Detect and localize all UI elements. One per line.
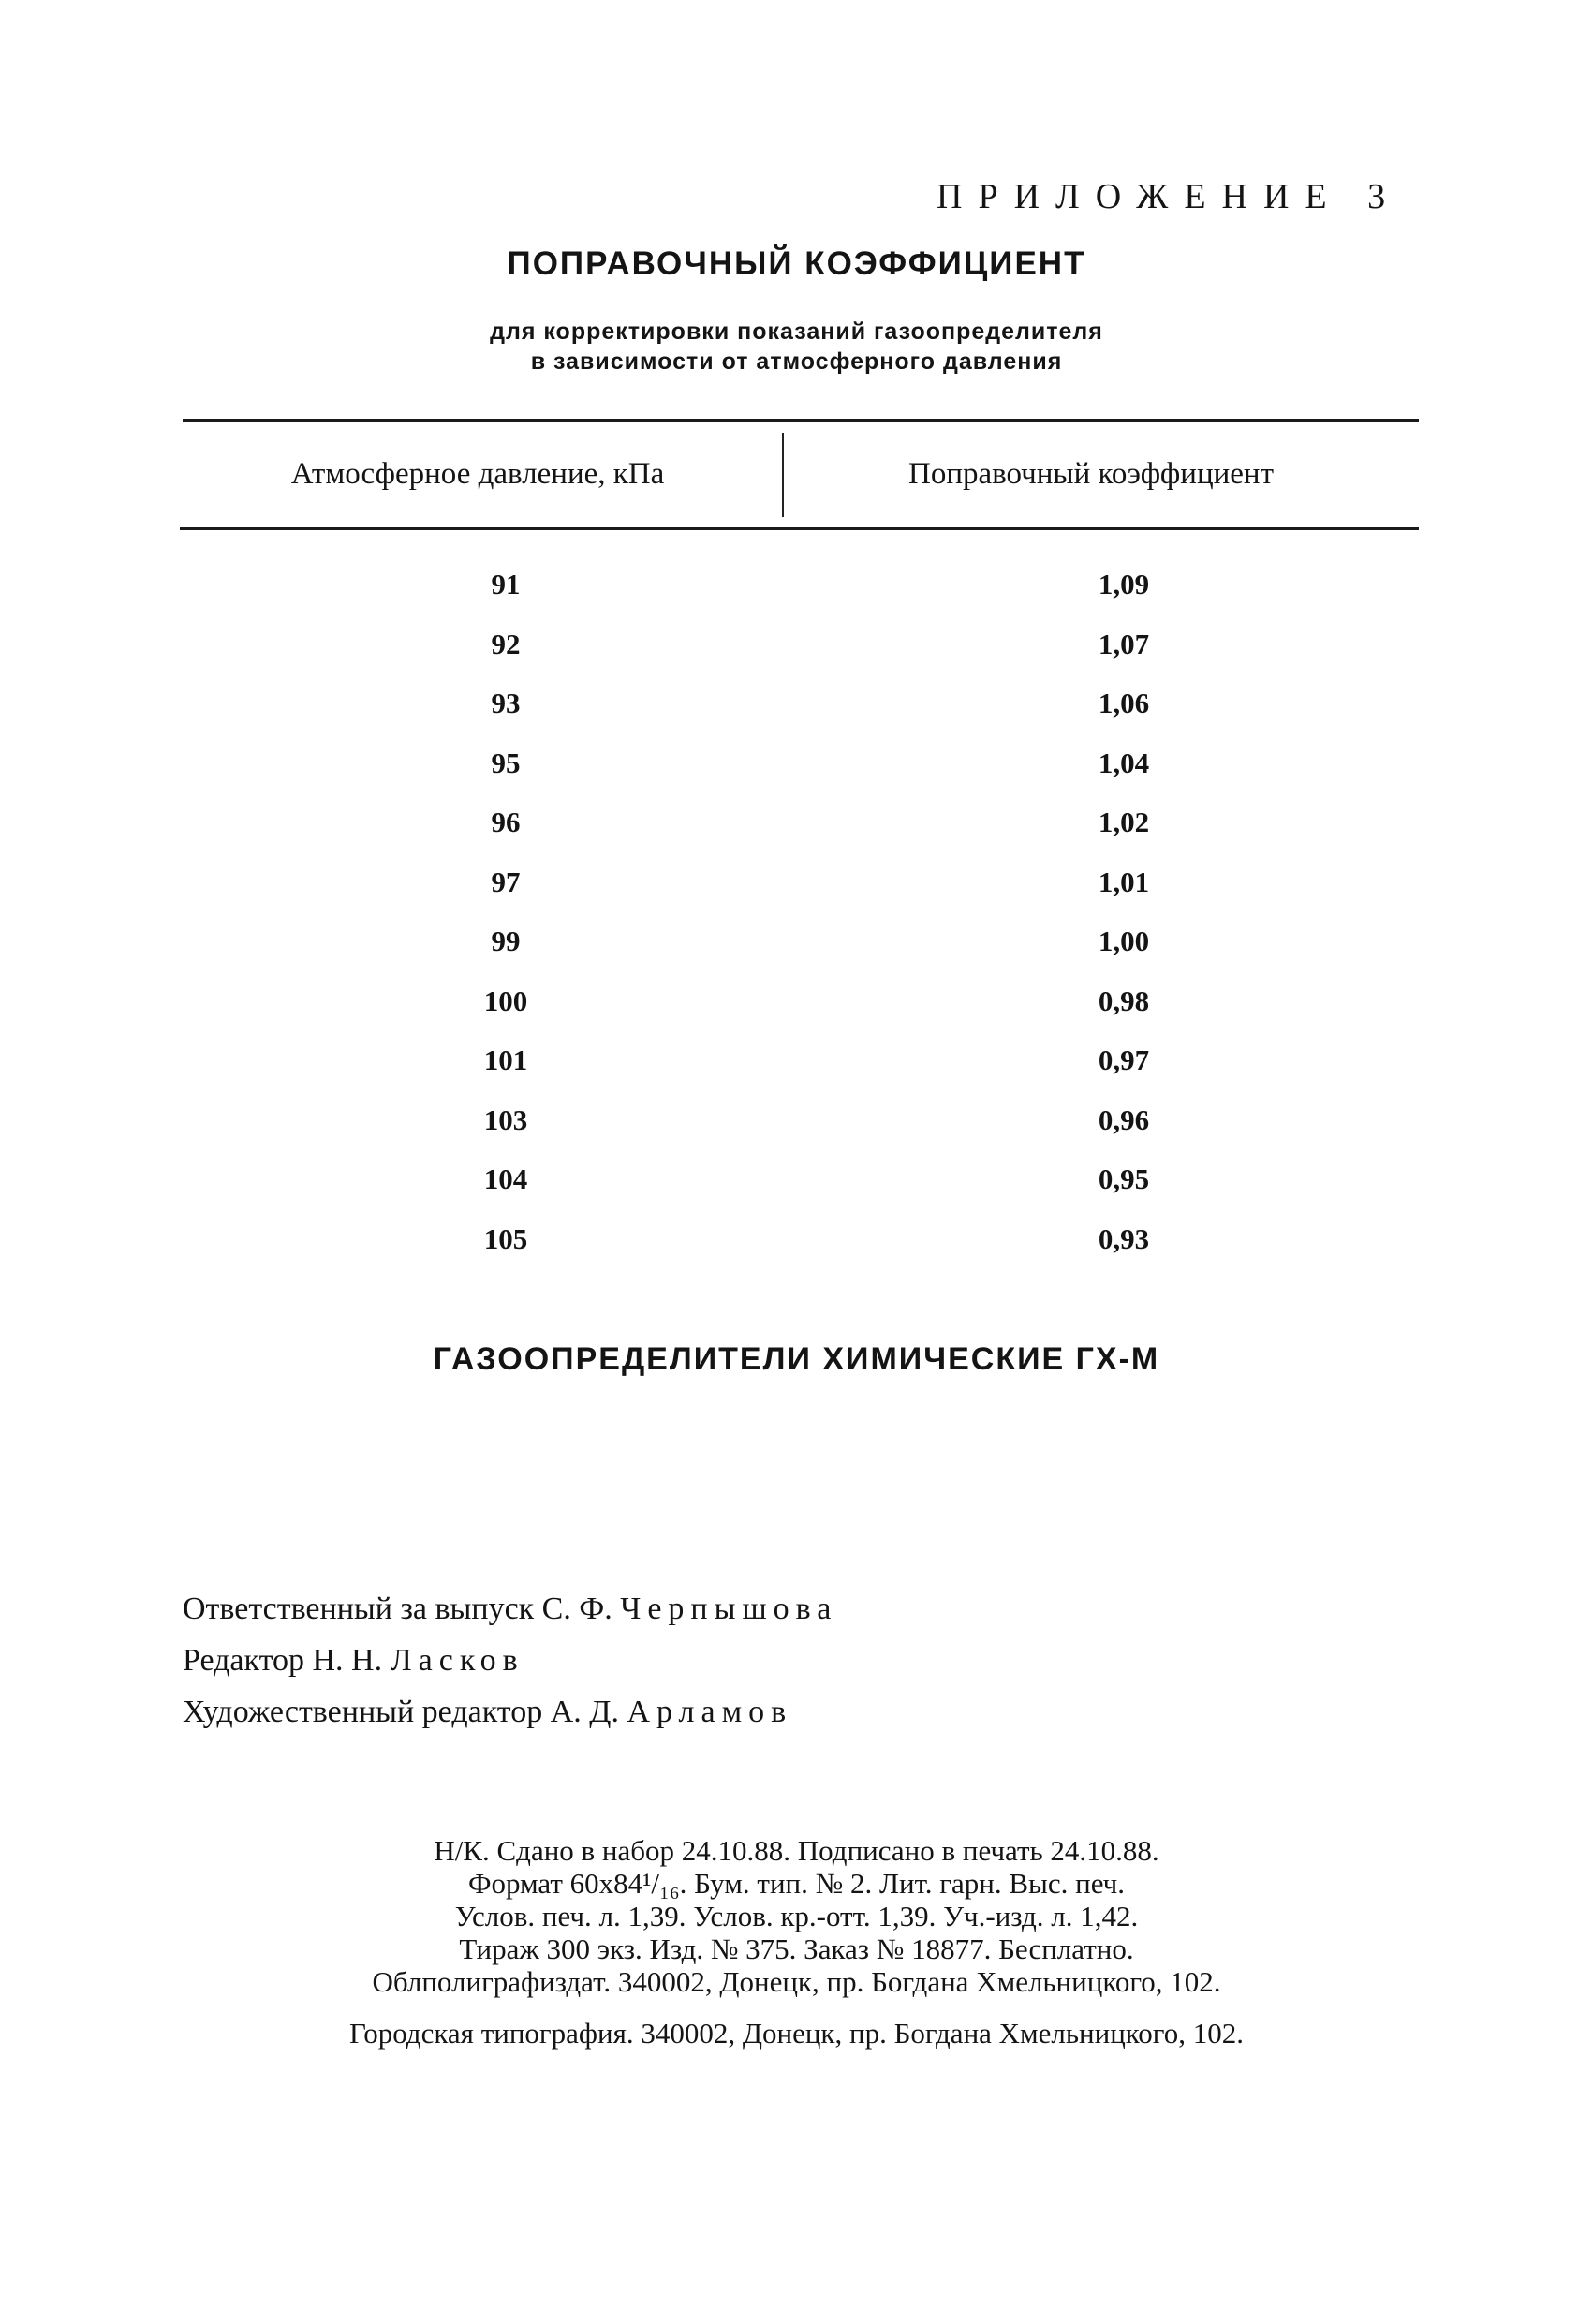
table-row [0, 1098, 1593, 1158]
pressure-cell: 95 [491, 746, 521, 779]
pressure-cell: 93 [491, 687, 521, 719]
pressure-cell: 100 [483, 984, 528, 1017]
table-body [0, 562, 1593, 1276]
credit-line [183, 1635, 837, 1686]
pressure-cell: 104 [483, 1162, 528, 1195]
pressure-cell: 97 [491, 865, 521, 898]
table-title: ПОПРАВОЧНЫЙ КОЭФФИЦИЕНТ [507, 245, 1086, 282]
table-row [0, 860, 1593, 920]
table-row [0, 622, 1593, 682]
credit-line [183, 1583, 837, 1635]
credit-name: Ласков [390, 1643, 524, 1678]
table-row [0, 1038, 1593, 1098]
imprint-line: Услов. печ. л. 1,39. Услов. кр.-отт. 1,39. Уч.-изд. л. 1,42. [454, 1900, 1139, 1932]
pressure-cell: 92 [491, 627, 521, 660]
subtitle-line-2: в зависимости от атмосферного давления [530, 348, 1063, 375]
pressure-cell: 91 [491, 568, 521, 600]
coefficient-cell: 0,93 [1098, 1221, 1150, 1255]
table-header-rule [180, 527, 1419, 530]
imprint-line: Н/К. Сдано в набор 24.10.88. Подписано в печать 24.10.88. [434, 1834, 1159, 1867]
header-column-divider [782, 433, 784, 517]
imprint-line: Тираж 300 экз. Изд. № 375. Заказ № 18877. Бесплатно. [459, 1932, 1134, 1965]
pressure-cell: 99 [491, 925, 521, 957]
coefficient-cell: 0,96 [1098, 1103, 1150, 1136]
table-row [0, 681, 1593, 741]
table-row [0, 741, 1593, 801]
subtitle-line-1: для корректировки показаний газоопределителя [490, 318, 1103, 345]
table-subtitle [0, 317, 1593, 377]
credit-role: Ответственный за выпуск С. Ф. [183, 1591, 612, 1626]
table-row [0, 979, 1593, 1039]
table-row [0, 919, 1593, 979]
pressure-cell: 101 [483, 1044, 528, 1076]
credit-name: Арламов [627, 1695, 793, 1729]
table-row [0, 1157, 1593, 1217]
coefficient-cell: 1,04 [1098, 746, 1150, 779]
coefficient-cell: 0,98 [1098, 984, 1150, 1017]
credit-name: Черпышова [620, 1591, 838, 1626]
imprint-line: Городская типография. 340002, Донецк, пр. Богдана Хмельницкого, 102. [349, 2017, 1244, 2050]
header-coefficient: Поправочный коэффициент [908, 457, 1274, 491]
coefficient-cell: 1,06 [1098, 687, 1150, 719]
coefficient-cell: 1,01 [1098, 865, 1150, 898]
coefficient-cell: 1,09 [1098, 568, 1150, 600]
pressure-cell: 103 [483, 1103, 528, 1136]
imprint-block [0, 1834, 1593, 2050]
credit-line [183, 1686, 837, 1738]
imprint-line: Облполиграфиздат. 340002, Донецк, пр. Богдана Хмельницкого, 102. [372, 1965, 1221, 1998]
credits-block [183, 1583, 837, 1738]
appendix-label: ПРИЛОЖЕНИЕ 3 [937, 177, 1402, 216]
table-top-rule [183, 419, 1419, 422]
table-row [0, 562, 1593, 622]
coefficient-cell: 1,00 [1098, 925, 1150, 957]
credit-role: Редактор Н. Н. [183, 1643, 383, 1678]
imprint-line: Формат 60x84¹/₁₆. Бум. тип. № 2. Лит. гарн. Выс. печ. [467, 1867, 1126, 1900]
product-title: ГАЗООПРЕДЕЛИТЕЛИ ХИМИЧЕСКИЕ ГХ-М [433, 1341, 1160, 1377]
pressure-cell: 96 [491, 806, 521, 838]
table-row [0, 1217, 1593, 1277]
table-row [0, 800, 1593, 860]
header-pressure: Атмосферное давление, кПа [290, 457, 665, 491]
coefficient-cell: 1,02 [1098, 806, 1150, 838]
coefficient-cell: 0,97 [1098, 1044, 1150, 1076]
coefficient-cell: 0,95 [1098, 1162, 1150, 1195]
coefficient-cell: 1,07 [1098, 627, 1150, 660]
pressure-cell: 105 [483, 1221, 528, 1255]
credit-role: Художественный редактор А. Д. [183, 1695, 619, 1729]
